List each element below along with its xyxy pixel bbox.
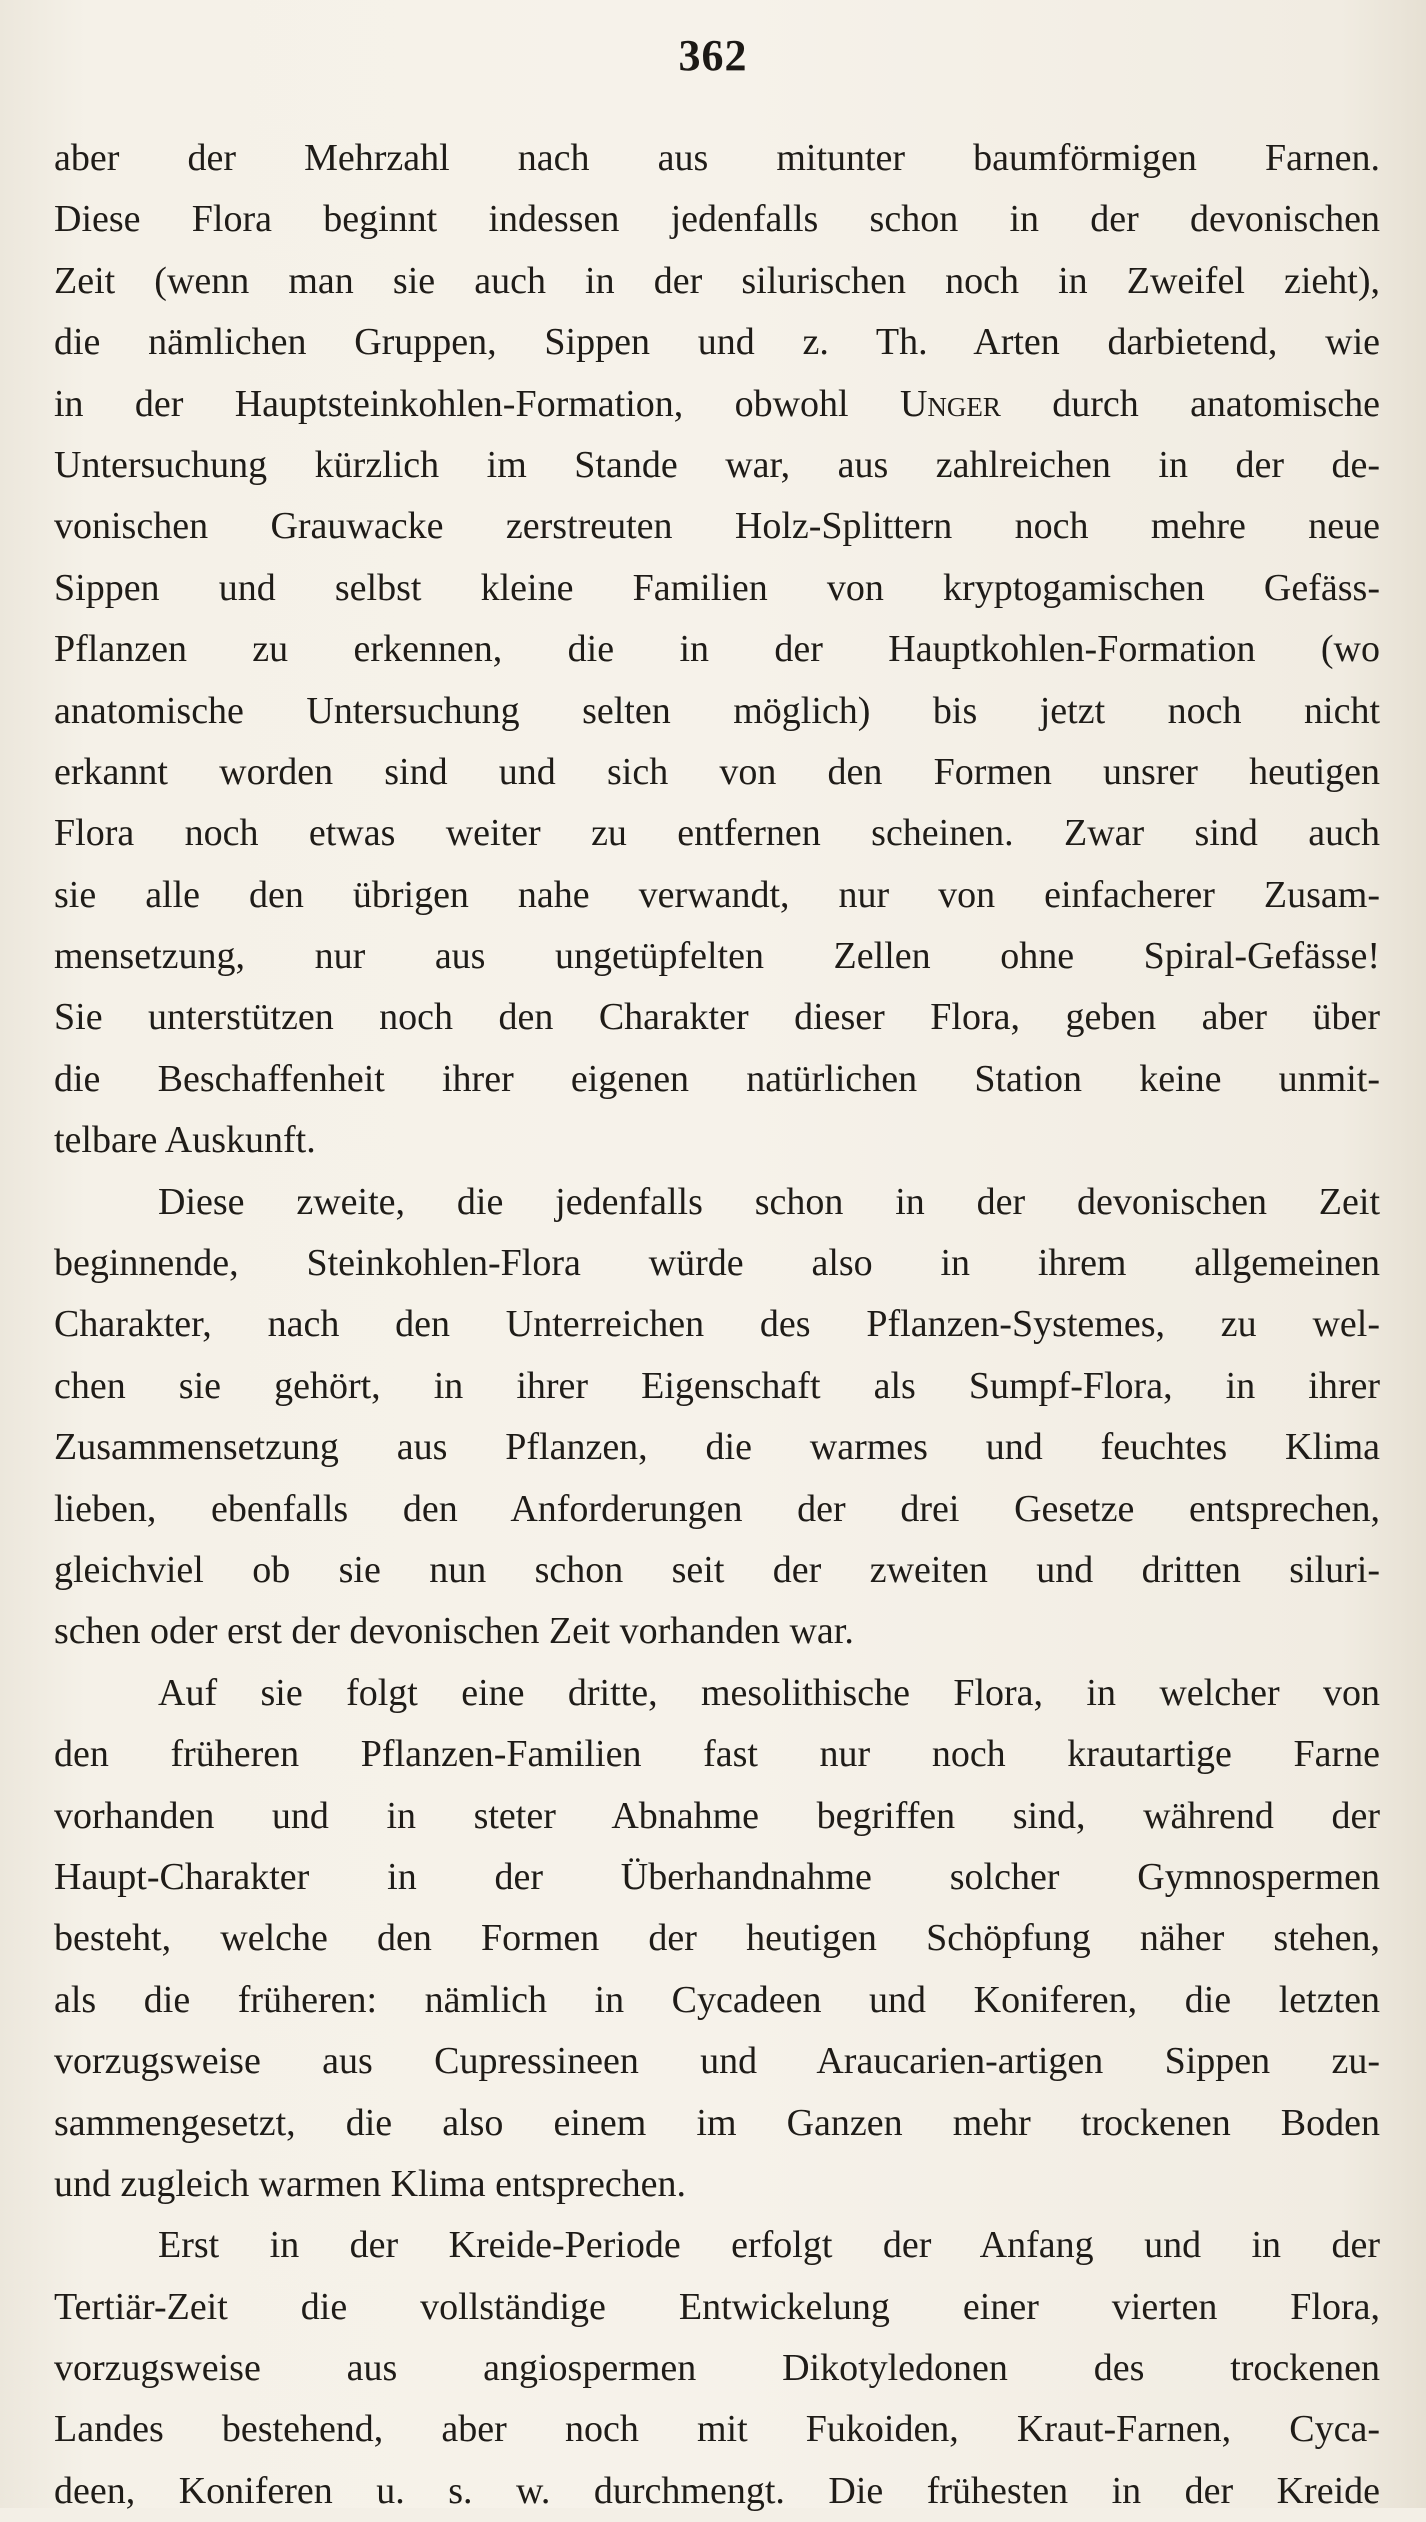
text-line: anatomische Untersuchung selten möglich) bis jetzt noch nicht [54,689,1380,732]
text-line: Charakter, nach den Unterreichen des Pflanzen-Systemes, zu wel- [54,1303,1380,1346]
text-line: chen sie gehört, in ihrer Eigenschaft als Sumpf-Flora, in ihrer [54,1364,1380,1407]
text-line: sammengesetzt, die also einem im Ganzen mehr trockenen Boden [54,2101,1380,2144]
text-line: Diese Flora beginnt indessen jedenfalls schon in der devonischen [54,198,1380,241]
text-line: Pflanzen zu erkennen, die in der Hauptkohlen-Formation (wo [54,628,1380,671]
text-line: erkannt worden sind und sich von den Formen unsrer heutigen [54,750,1380,793]
text-line: Zeit (wenn man sie auch in der silurischen noch in Zweifel zieht), [54,259,1380,302]
text-line: beginnende, Steinkohlen-Flora würde also in ihrem allgemeinen [54,1242,1380,1285]
text-line: vorzugsweise aus angiospermen Dikotyledonen des trockenen [54,2347,1380,2390]
text-line: Haupt-Charakter in der Überhandnahme solcher Gymnospermen [54,1855,1380,1898]
text-line: Sie unterstützen noch den Charakter dieser Flora, geben aber über [54,996,1380,1039]
text-line: und zugleich warmen Klima entsprechen. [54,2162,687,2205]
text-line: lieben, ebenfalls den Anforderungen der drei Gesetze entsprechen, [54,1487,1380,1530]
text-line: vonischen Grauwacke zerstreuten Holz-Splittern noch mehre neue [54,505,1380,548]
text-line: die Beschaffenheit ihrer eigenen natürlichen Station keine unmit- [54,1057,1380,1100]
text-line: Landes bestehend, aber noch mit Fukoiden, Kraut-Farnen, Cyca- [54,2408,1380,2451]
text-line: sie alle den übrigen nahe verwandt, nur von einfacherer Zusam- [54,873,1380,916]
text-line: in der Hauptsteinkohlen-Formation, obwohl Unger durch anatomische [54,382,1380,425]
text-line: telbare Auskunft. [54,1119,316,1162]
text-line: aber der Mehrzahl nach aus mitunter baumförmigen Farnen. [54,137,1380,179]
page-number: 362 [678,31,748,80]
author-name: Unger [899,382,1001,425]
text-line: schen oder erst der devonischen Zeit vorhanden war. [54,1610,854,1653]
text-line: als die früheren: nämlich in Cycadeen und Koniferen, die letzten [54,1978,1380,2021]
text-line: mensetzung, nur aus ungetüpfelten Zellen ohne Spiral-Gefässe! [54,935,1380,978]
text-line: die nämlichen Gruppen, Sippen und z. Th. Arten darbietend, wie [54,321,1380,364]
text-line: besteht, welche den Formen der heutigen Schöpfung näher stehen, [54,1917,1380,1960]
text-line: Untersuchung kürzlich im Stande war, aus zahlreichen in der de- [54,443,1380,486]
text-line: Zusammensetzung aus Pflanzen, die warmes und feuchtes Klima [54,1426,1380,1469]
body-text [54,128,1380,2522]
text-line: Tertiär-Zeit die vollständige Entwickelung einer vierten Flora, [54,2285,1380,2328]
text-line: gleichviel ob sie nun schon seit der zweiten und dritten siluri- [54,1548,1380,1591]
text-line: den früheren Pflanzen-Familien fast nur noch krautartige Farne [54,1733,1380,1776]
text-line: Auf sie folgt eine dritte, mesolithische Flora, in welcher von [158,1671,1380,1714]
text-line: Sippen und selbst kleine Familien von kryptogamischen Gefäss- [54,566,1380,609]
text-line: vorhanden und in steter Abnahme begriffen sind, während der [54,1794,1380,1837]
text-line: Erst in der Kreide-Periode erfolgt der Anfang und in der [158,2224,1380,2267]
text-line: vorzugsweise aus Cupressineen und Araucarien-artigen Sippen zu- [54,2040,1380,2083]
text-line: Flora noch etwas weiter zu entfernen scheinen. Zwar sind auch [54,812,1380,855]
text-line: deen, Koniferen u. s. w. durchmengt. Die frühesten in der Kreide [54,2469,1380,2512]
text-line: Diese zweite, die jedenfalls schon in der devonischen Zeit [158,1180,1380,1223]
